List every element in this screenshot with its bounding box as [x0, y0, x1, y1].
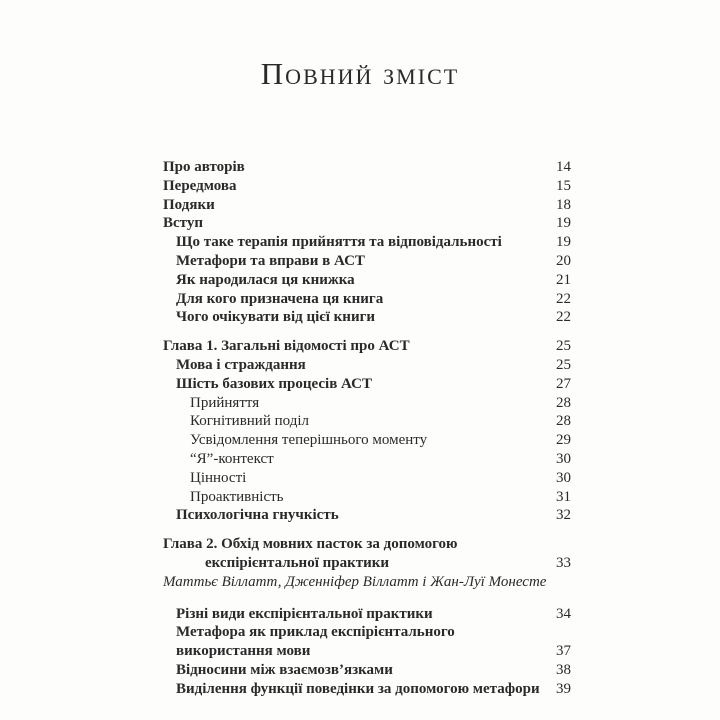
toc-row — [163, 233, 571, 252]
toc-entry-label: Як народилася ця книжка — [176, 271, 355, 288]
toc-line — [176, 605, 571, 624]
toc-line — [176, 506, 571, 525]
toc-entry-page-number: 33 — [556, 554, 571, 571]
toc-entry-label: Психологічна гнучкість — [176, 507, 339, 524]
toc-entry-label: Проактивність — [190, 488, 284, 505]
toc-row — [163, 605, 571, 624]
toc-line — [176, 375, 571, 394]
toc-entry-page-number: 15 — [556, 177, 571, 194]
toc-line — [190, 469, 571, 488]
toc-line — [176, 271, 571, 290]
toc-line — [190, 488, 571, 507]
toc-row — [163, 375, 571, 394]
toc-entry-page-number: 18 — [556, 196, 571, 213]
toc-entry-label: “Я”-контекст — [190, 450, 274, 467]
toc-line — [176, 290, 571, 309]
toc-entry-page-number: 39 — [556, 680, 571, 697]
toc-row — [163, 535, 571, 573]
toc-entry-page-number: 27 — [556, 375, 571, 392]
toc-entry-label: Когнітивний поділ — [190, 413, 309, 430]
toc-line — [163, 554, 571, 573]
toc-entry-label: Передмова — [163, 177, 237, 194]
table-of-contents — [163, 158, 571, 699]
toc-row — [163, 158, 571, 177]
toc-line — [163, 337, 571, 356]
toc-row — [163, 506, 571, 525]
toc-row — [163, 290, 571, 309]
toc-entry-label: Відносини між взаємозв’язками — [176, 661, 393, 678]
toc-entry-page-number: 14 — [556, 159, 571, 175]
toc-line — [176, 623, 571, 642]
toc-row — [163, 356, 571, 375]
toc-entry-label: Різні види експірієнтальної практики — [176, 605, 433, 622]
toc-entry-label: Виділення функції поведінки за допомогою метафори — [176, 680, 540, 697]
toc-row — [163, 680, 571, 699]
toc-entry-label: Чого очікувати від цієї книги — [176, 309, 376, 326]
toc-entry-label: Що таке терапія прийняття та відповідальності — [176, 234, 502, 251]
toc-line — [163, 158, 571, 177]
toc-entry-page-number: 25 — [556, 356, 571, 373]
toc-entry-page-number: 20 — [556, 252, 571, 269]
toc-section-2 — [163, 337, 571, 525]
toc-row — [163, 412, 571, 431]
toc-line — [190, 412, 571, 431]
toc-entry-page-number: 38 — [556, 661, 571, 678]
toc-row — [163, 214, 571, 233]
toc-line — [176, 680, 571, 699]
toc-row — [163, 661, 571, 680]
toc-line — [190, 450, 571, 469]
toc-entry-page-number: 19 — [556, 234, 571, 251]
toc-entry-page-number: 22 — [556, 309, 571, 326]
toc-entry-page-number: 21 — [556, 271, 571, 288]
toc-entry-label: Подяки — [163, 196, 215, 213]
toc-line — [163, 177, 571, 196]
toc-entry-label: Глава 2. Обхід мовних пасток за допомогою — [163, 536, 458, 553]
toc-entry-label: Про авторів — [163, 159, 245, 175]
toc-line — [163, 573, 571, 592]
toc-entry-label: Усвідомлення теперішнього моменту — [190, 432, 428, 449]
toc-entry-label: експірієнтальної практики — [205, 554, 390, 571]
toc-entry-page-number: 29 — [556, 432, 571, 449]
toc-entry-page-number: 32 — [556, 507, 571, 524]
toc-row — [163, 337, 571, 356]
toc-row — [163, 252, 571, 271]
toc-entry-page-number: 30 — [556, 450, 571, 467]
toc-row — [163, 308, 571, 327]
toc-entry-page-number: 34 — [556, 605, 571, 622]
toc-line — [176, 252, 571, 271]
page-title: Повний зміст — [260, 56, 460, 91]
toc-line — [176, 308, 571, 327]
toc-entry-page-number: 37 — [556, 643, 571, 660]
toc-entry-label: Мова і страждання — [176, 356, 306, 373]
toc-row — [163, 450, 571, 469]
toc-row — [163, 394, 571, 413]
toc-entry-label: Для кого призначена ця книга — [176, 290, 384, 307]
toc-line — [176, 233, 571, 252]
toc-row — [163, 196, 571, 215]
toc-line — [163, 535, 571, 554]
toc-entry-label: Шість базових процесів АСТ — [176, 375, 372, 392]
toc-entry-label: Метафора як приклад експірієнтального — [176, 624, 455, 641]
toc-entry-label: Прийняття — [190, 394, 260, 411]
toc-row — [163, 177, 571, 196]
toc-line — [163, 214, 571, 233]
toc-entry-label: Вступ — [163, 215, 203, 232]
toc-entry-label: Метафори та вправи в АСТ — [176, 252, 365, 269]
toc-entry-label: використання мови — [176, 643, 311, 660]
toc-authors-label: Маттьє Віллатт, Дженніфер Віллатт і Жан-Луї Монесте — [163, 573, 547, 590]
toc-row — [163, 431, 571, 450]
toc-row — [163, 469, 571, 488]
toc-authors-row — [163, 573, 571, 592]
toc-line — [176, 356, 571, 375]
toc-entry-page-number: 28 — [556, 394, 571, 411]
toc-entry-page-number: 22 — [556, 290, 571, 307]
toc-entry-page-number: 25 — [556, 338, 571, 355]
toc-line — [176, 661, 571, 680]
toc-line — [190, 431, 571, 450]
toc-row — [163, 623, 571, 661]
toc-row — [163, 488, 571, 507]
toc-entry-page-number: 28 — [556, 413, 571, 430]
toc-line — [176, 642, 571, 661]
toc-entry-label: Цінності — [190, 469, 247, 486]
toc-section-3 — [163, 535, 571, 698]
toc-entry-label: Глава 1. Загальні відомості про АСТ — [163, 338, 410, 355]
toc-entry-page-number: 31 — [556, 488, 571, 505]
toc-section-1 — [163, 158, 571, 327]
toc-row — [163, 271, 571, 290]
toc-entry-page-number: 19 — [556, 215, 571, 232]
toc-line — [190, 394, 571, 413]
toc-entry-page-number: 30 — [556, 469, 571, 486]
toc-line — [163, 196, 571, 215]
